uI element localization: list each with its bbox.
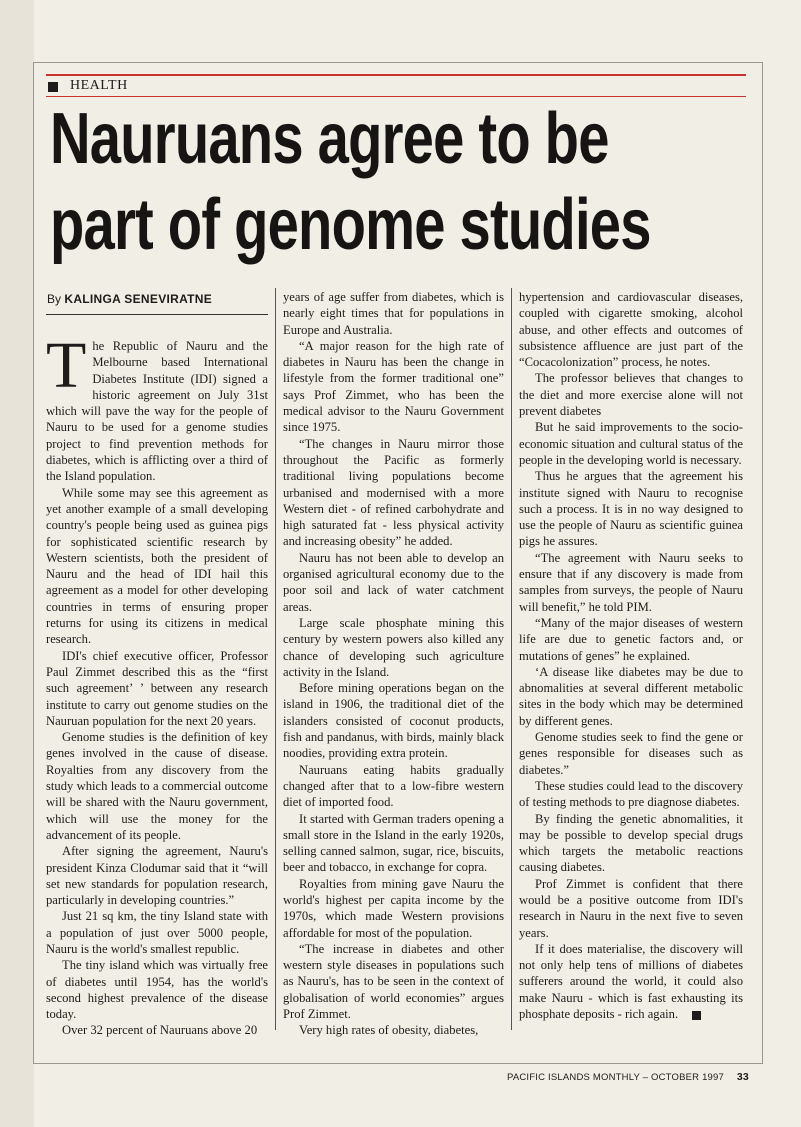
article-column-1 — [46, 329, 268, 1039]
paragraph: Very high rates of obesity, diabetes, — [299, 1023, 479, 1038]
article-column-3 — [519, 289, 743, 1022]
paragraph: “Many of the major diseases of western life are due to genetic factors and, or mutations of genes” he explained. — [519, 615, 743, 663]
paragraph-text: he Republic of Nauru and the Melbourne based International Diabetes Institute (IDI) signed a historic agreement on July 31st which will pave the way for the people of Nauru to be used for a genome studies project to find prevention methods for diabetes, which is afflicting over a third of the Island population. — [46, 339, 268, 484]
paragraph: Genome studies is the definition of key genes involved in the cause of disease. Royalties from any discovery from the study which leads to a commercial outcome will be shared with the Nauru government, which will use the money for the advancement of its people. — [46, 730, 268, 842]
byline-rule — [46, 314, 268, 315]
paragraph: ‘A disease like diabetes may be due to abnomalities at several different metabolic sites in the body which may be determined by different genes. — [519, 664, 743, 728]
paragraph: These studies could lead to the discovery of testing methods to pre diagnose diabetes. — [519, 778, 743, 810]
section-top-rule — [46, 74, 746, 76]
paragraph: It started with German traders opening a small store in the Island in the early 1920s, selling canned salmon, sugar, rice, biscuits, beer and tobacco, in exchange for copra. — [283, 811, 504, 875]
column-divider-1 — [275, 288, 276, 1030]
paragraph: years of age suffer from diabetes, which is nearly eight times that for populations in Europe and Australia. — [283, 290, 504, 337]
paragraph: Nauru has not been able to develop an organised agricultural economy due to the poor soil and lack of water catchment areas. — [283, 550, 504, 614]
byline-prefix: By — [47, 292, 62, 306]
paragraph: After signing the agreement, Nauru's president Kinza Clodumar said that it “will set new standards for population research, particularly in developing countries.” — [46, 844, 268, 908]
drop-cap: T — [46, 329, 87, 402]
page-left-edge — [0, 0, 34, 1127]
paragraph: Before mining operations began on the island in 1906, the traditional diet of the islanders consisted of coconut products, fish and pandanus, with birds, mainly black noodies, providing extra protein. — [283, 681, 504, 761]
paragraph — [519, 941, 743, 1022]
paragraph: Thus he argues that the agreement his institute signed with Nauru to recognise such a process. It is in no way designed to use the people of Nauru as scientific guinea pigs he assures. — [519, 469, 743, 549]
paragraph: But he said improvements to the socio-economic situation and cultural status of the people in the developing world is necessary. — [519, 420, 743, 467]
section-label: HEALTH — [70, 78, 128, 93]
paragraph: Genome studies seek to find the gene or genes responsible for diseases such as diabetes.” — [519, 730, 743, 777]
end-mark-square — [692, 1011, 701, 1020]
paragraph: The professor believes that changes to the diet and more exercise alone will not prevent diabetes — [519, 371, 743, 419]
paragraph: Over 32 percent of Nauruans above 20 — [62, 1023, 258, 1038]
paragraph: The tiny island which was virtually free of diabetes until 1954, has the world's second highest prevalence of the disease today. — [46, 958, 268, 1022]
headline-line-1: Nauruans agree to be — [50, 99, 609, 179]
section-bullet-square — [48, 82, 58, 92]
paragraph: “The changes in Nauru mirror those throughout the Pacific as formerly traditional living populations become urbanised and modernised with a more Western diet - of refined carbohydrate and high saturated fat - less physical activity and increasing obesity” he added. — [283, 436, 504, 549]
paragraph-text: If it does materialise, the discovery will not only help tens of millions of diabetes sufferers around the world, it could also make Nauru - which is fast exhausting its phosphate deposits - rich again. — [519, 941, 743, 1022]
byline-author: KALINGA SENEVIRATNE — [64, 292, 213, 306]
paragraph: While some may see this agreement as yet another example of a small developing country's people being used as guinea pigs for sophisticated scientific research by Western scientists, both the president of Nauru and the head of IDI hail this agreement as a model for other developing countries in terms of ensuring proper returns for using its citizens in medical research. — [46, 485, 268, 647]
byline — [47, 292, 212, 306]
paragraph: Royalties from mining gave Nauru the world's highest per capita income by the 1970s, which made Western provisions affordable for most of the population. — [283, 876, 504, 940]
footer-publication: PACIFIC ISLANDS MONTHLY – OCTOBER 1997 — [507, 1072, 725, 1083]
paragraph: Prof Zimmet is confident that there would be a positive outcome from IDI's research in Nauru in the next five to seven years. — [519, 876, 743, 940]
headline-line-2: part of genome studies — [50, 185, 651, 265]
paragraph: “The agreement with Nauru seeks to ensure that if any discovery is made from samples from surveys, the people of Nauru will benefit,” he told PIM. — [519, 550, 743, 614]
paragraph: By finding the genetic abnomalities, it may be possible to develop special drugs which targets the metabolic reactions causing diabetes. — [519, 811, 743, 875]
article-column-2 — [283, 289, 504, 1039]
paragraph: Just 21 sq km, the tiny Island state with a population of just over 5000 people, Nauru is the world's smallest republic. — [46, 909, 268, 956]
column-divider-2 — [511, 288, 512, 1030]
page-number: 33 — [736, 1071, 749, 1083]
paragraph: “The increase in diabetes and other western style diseases in populations such as Nauru's, has to be seen in the context of globalisation of world economies” argues Prof Zimmet. — [283, 941, 504, 1022]
page-footer — [507, 1071, 749, 1083]
paragraph: Nauruans eating habits gradually changed after that to a low-fibre western diet of imported food. — [283, 762, 504, 810]
paragraph: hypertension and cardiovascular diseases, coupled with cigarette smoking, alcohol abuse, and other effects and outcomes of subsistence affluence are just part of the “Cocacolonization” process, he notes. — [519, 290, 743, 370]
paragraph: IDI's chief executive officer, Professor Paul Zimmet described this as the “first such agreement’ ’ between any research institute to carry out genome studies on the Nauruan population for the next 20 years. — [46, 648, 268, 728]
paragraph: Large scale phosphate mining this century by western powers also killed any chance of developing such agriculture activity in the Island. — [283, 615, 504, 679]
paragraph: “A major reason for the high rate of diabetes in Nauru has been the change in lifestyle from the former traditional one” says Prof Zimmet, who has been the medical advisor to the Nauru Government since 1975. — [283, 338, 504, 435]
paragraph — [46, 329, 268, 485]
headline — [50, 96, 651, 268]
